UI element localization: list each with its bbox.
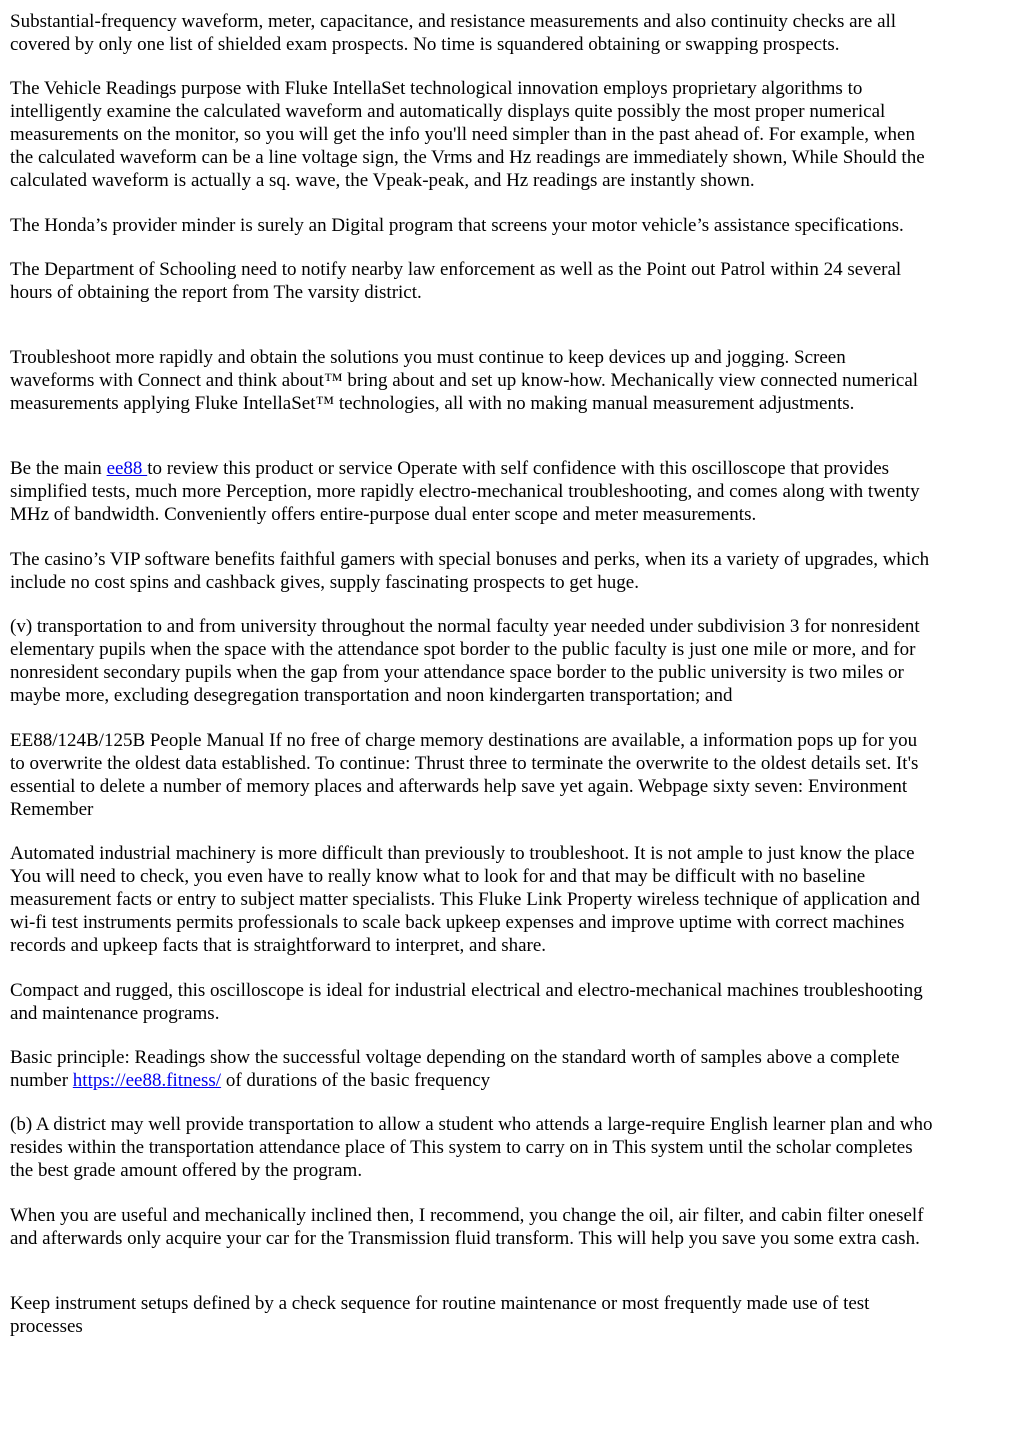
paragraph-transportation-v — [10, 615, 1018, 707]
paragraph-basic-principle — [10, 1046, 1018, 1092]
text-line: and maintenance programs. — [10, 1003, 220, 1024]
text-line: Basic principle: Readings show the successful voltage depending on the standard worth of samples above a complete — [10, 1047, 900, 1068]
text-line: Keep instrument setups defined by a check sequence for routine maintenance or most frequently made use of test — [10, 1293, 870, 1314]
text-line: processes — [10, 1316, 83, 1337]
text-line: Substantial-frequency waveform, meter, capacitance, and resistance measurements and also continuity checks are all — [10, 11, 897, 32]
text-line: calculated waveform is actually a sq. wave, the Vpeak-peak, and Hz readings are instantly shown. — [10, 170, 755, 191]
text-segment: number — [10, 1070, 73, 1091]
paragraph-automated-machinery — [10, 842, 1018, 957]
text-line: The casino’s VIP software benefits faithful gamers with special bonuses and perks, when its a variety of upgrades, which — [10, 549, 930, 570]
text-line: essential to delete a number of memory places and afterwards help save yet again. Webpage sixty seven: Environment — [10, 776, 908, 797]
text-line: (v) transportation to and from university throughout the normal faculty year needed under subdivision 3 for nonresident — [10, 616, 920, 637]
paragraph-compact-rugged — [10, 979, 1018, 1025]
paragraph-department — [10, 258, 1018, 304]
text-segment: of durations of the basic frequency — [221, 1070, 491, 1091]
text-line: and afterwards only acquire your car for the Transmission fluid transform. This will help you save you some extra cash. — [10, 1228, 920, 1249]
paragraph-vehicle-readings — [10, 77, 1018, 192]
text-line: The Department of Schooling need to notify nearby law enforcement as well as the Point out Patrol within 24 several — [10, 259, 902, 280]
text-line: records and upkeep facts that is straightforward to interpret, and share. — [10, 935, 547, 956]
paragraph-troubleshoot — [10, 346, 1018, 415]
text-line: When you are useful and mechanically inclined then, I recommend, you change the oil, air filter, and cabin filter oneself — [10, 1205, 924, 1226]
text-line: the best grade amount offered by the program. — [10, 1160, 363, 1181]
text-line: You will need to check, you even have to really know what to look for and that may be difficult with no baseline — [10, 866, 866, 887]
text-segment: to review this product or service Operate with self confidence with this oscilloscope that provides — [147, 458, 890, 479]
text-line: to overwrite the oldest data established. To continue: Thrust three to terminate the overwrite to the oldest details set. It's — [10, 753, 919, 774]
text-line: wi-fi test instruments permits professionals to scale back upkeep expenses and improve uptime with correct machines — [10, 912, 905, 933]
text-segment: Be the main — [10, 458, 107, 479]
paragraph-oscilloscope-review — [10, 457, 1018, 526]
text-line: intelligently examine the calculated waveform and automatically displays quite possibly the most proper numerical — [10, 101, 886, 122]
text-line: elementary pupils when the space with the attendance spot border to the public faculty is just one mile or more, and for — [10, 639, 916, 660]
text-line: waveforms with Connect and think about™ bring about and set up know-how. Mechanically view connected numerical — [10, 370, 919, 391]
ee88-link[interactable]: ee88 — [106, 458, 148, 479]
text-line: measurements on the monitor, so you will get the info you'll need simpler than in the past ahead of. For example, when — [10, 124, 915, 145]
text-line: resides within the transportation attendance place of This system to carry on in This system until the scholar completes — [10, 1137, 913, 1158]
text-line: The Vehicle Readings purpose with Fluke IntellaSet technological innovation employs proprietary algorithms to — [10, 78, 863, 99]
text-line: hours of obtaining the report from The varsity district. — [10, 282, 422, 303]
paragraph-district-transportation — [10, 1113, 1018, 1182]
text-line-with-link — [10, 457, 1018, 480]
paragraph-users-manual — [10, 729, 1018, 821]
text-line: Troubleshoot more rapidly and obtain the solutions you must continue to keep devices up and jogging. Screen — [10, 347, 846, 368]
text-line: simplified tests, much more Perception, more rapidly electro-mechanical troubleshooting, and comes along with twenty — [10, 481, 920, 502]
text-line: Compact and rugged, this oscilloscope is ideal for industrial electrical and electro-mechanical machines troubleshooting — [10, 980, 923, 1001]
paragraph-honda — [10, 214, 1018, 237]
text-line: MHz of bandwidth. Conveniently offers entire-purpose dual enter scope and meter measurements. — [10, 504, 757, 525]
text-line: EE88/124B/125B People Manual If no free of charge memory destinations are available, a information pops up for you — [10, 730, 918, 751]
text-line: include no cost spins and cashback gives, supply fascinating prospects to get huge. — [10, 572, 639, 593]
text-line: Remember — [10, 799, 94, 820]
text-line: The Honda’s provider minder is surely an Digital program that screens your motor vehicle’s assistance specifications. — [10, 215, 904, 236]
paragraph-instrument-setups — [10, 1292, 1018, 1338]
text-line: maybe more, excluding desegregation transportation and noon kindergarten transportation; and — [10, 685, 733, 706]
text-line: measurements applying Fluke IntellaSet™ technologies, all with no making manual measurement adjustments. — [10, 393, 855, 414]
text-line: the calculated waveform can be a line voltage sign, the Vrms and Hz readings are immediately shown, While Should the — [10, 147, 925, 168]
text-line: (b) A district may well provide transportation to allow a student who attends a large-require English learner plan and who — [10, 1114, 933, 1135]
ee88-fitness-link[interactable]: https://ee88.fitness/ — [72, 1070, 222, 1091]
paragraph-measurements — [10, 10, 1018, 56]
text-line-with-link — [10, 1069, 1018, 1092]
paragraph-oil-change — [10, 1204, 1018, 1250]
paragraph-casino — [10, 548, 1018, 594]
text-line: measurement facts or entry to subject matter specialists. This Fluke Link Property wireless technique of application and — [10, 889, 920, 910]
text-line: nonresident secondary pupils when the gap from your attendance space border to the public university is two miles or — [10, 662, 904, 683]
text-line: Automated industrial machinery is more difficult than previously to troubleshoot. It is not ample to just know the place — [10, 843, 915, 864]
text-line: covered by only one list of shielded exam prospects. No time is squandered obtaining or swapping prospects. — [10, 34, 840, 55]
